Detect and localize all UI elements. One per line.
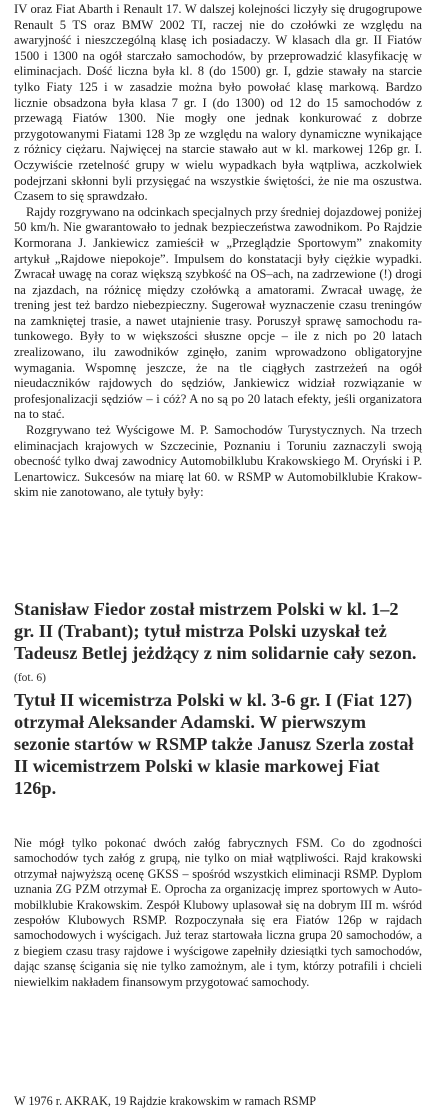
photo-reference: (fot. 6) <box>14 672 46 684</box>
highlight-block <box>14 598 418 799</box>
cut-off-line <box>14 1092 422 1110</box>
article-column <box>14 2 422 501</box>
article-continuation <box>14 836 422 990</box>
highlight-text-fiedor: Stanisław Fiedor został mistrzem Polski w kl. 1–2 gr. II (Trabant); tytuł mistrza Polski uzyskał też Tadeusz Betlej jeżdżący z nim solidarnie cały sezon. <box>14 599 417 663</box>
paragraph-cut-text: W 1976 r. AKRAK, 19 Rajdzie krakowskim w ramach RSMP <box>14 1094 317 1108</box>
highlight-title-fiedor <box>14 598 418 689</box>
paragraph-fsm-teams: Nie mógł tylko pokonać dwóch załóg fabrycznych FSM. Co do zgodności samochodów tych załóg z grupą, nie tylko on miał wątpliwości. Rajd krakowski otrzymał najwyższą ocenę GKSS – spośród wszystkich eliminacji RSMP. Dyplom uznania ZG PZM otrzymał E. Oprocha za organizację imprez sportowych w Automobilklubie Krakowskim. Zespół Klubowy uplasował się na dobrym III m. wśród zespołów Klubowych RSMP. Rozpoczynała się era Fiatów 126p w rajdach samochodowych i wyścigach. Już teraz startowała liczna grupa 20 samochodów, a z biegiem czasu trasy rajdowe i wyścigowe zapełniły dziesiątki tych samochodów, dając szansę ścigania się nie tylko zamożnym, ale i tym, którzy potrafili i chcieli niewielkim nakładem finansowym przygotować samochody. <box>14 836 422 989</box>
paragraph-car-classes: IV oraz Fiat Abarth i Renault 17. W dalszej kolejności liczyły się drugogrupowe Renault 5 TS oraz BMW 2002 TI, raczej nie do czołówki ze względu na awaryjność i nieszczególną klasę ich posiadaczy. W klasach dla gr. II Fiatów 1500 i 1300 na ogół starczało samochodów, by przeprowadzić klasyfikację w eliminacjach. Dość liczna była kl. 8 (do 1500) gr. I, gdzie stawały na starcie tylko Fiaty 125 i w zasadzie można było powołać klasę markową. Bardzo licznie obsadzona była klasa 7 gr. I (do 1300) od 12 do 15 samochodów z przewagą Fiatów 1300. Nie mogły one jednak konkurować z dobrze przygotowanymi Fiatami 128 3p ze względu na walory dynamiczne wynikające z różnicy ciężaru. Najwięcej na starcie stawało aut w kl. markowej 126p gr. I. Oczywiście rzetelność grupy w wielu wypadkach była wątpliwa, aczkolwiek podejrzani skłonni byli przysięgać na wszystkie świętości, że nie ma oszustwa. Czasem to się sprawdzało. <box>14 2 422 204</box>
paragraph-racing-championship: Rozgrywano też Wyścigowe M. P. Samochodów Turystycznych. Na trzech eliminacjach krajowych w Szczecinie, Poznaniu i Toruniu zaznaczyli swoją obecność tylko dwaj zawodnicy Automobilklubu Krakowskiego M. Oryński i P. Lenartowicz. Sukcesów na miarę lat 60. w RSMP w Automobilklubie Krakowskim nie zanotowano, ale tytuły były: <box>14 423 422 500</box>
highlight-title-adamski: Tytuł II wicemistrza Polski w kl. 3-6 gr. I (Fiat 127) otrzymał Aleksander Adamski. W pierwszym sezonie startów w RSMP także Janusz Szerla został II wicemistrzem Polski w klasie markowej Fiat 126p. <box>14 690 414 798</box>
paragraph-rally-safety: Rajdy rozgrywano na odcinkach specjalnych przy średniej dojazdowej poniżej 50 km/h. Nie gwarantowało to jednak bezpieczeństwa zawodnikom. Po Rajdzie Kormorana J. Jankiewicz zamieścił w „Przeglądzie Sportowym” znakomity artykuł „Rajdowe niepokoje”. Impulsem do konstatacji były ciężkie wypadki. Zwracał uwagę na coraz większą szybkość na OS–ach, na zadrzewione (!) drogi na zjazdach, na różnicę między czołówką a amatorami. Zwracał uwagę, że trening jest też bardzo niebezpieczny. Sugerował wyznaczenie czasu treningów na zamkniętej trasie, a nawet utajnienie trasy. Poruszył sprawę samochodu ratunkowego. Były to w większości słuszne opcje – ile z nich po 20 latach zrealizowano, ilu zawodników zginęło, zanim wprowadzono obligatoryjne wymagania. Wspomnę jeszcze, że na tle ciągłych zastrzeżeń na ogół nieudaczników rajdowych do sędziów, Jankiewicz widział rozwiązanie w profesjonalizacji sędziów – i cóż? A no są po 20 latach efekty, jeśli organizatora na to stać. <box>14 204 422 422</box>
